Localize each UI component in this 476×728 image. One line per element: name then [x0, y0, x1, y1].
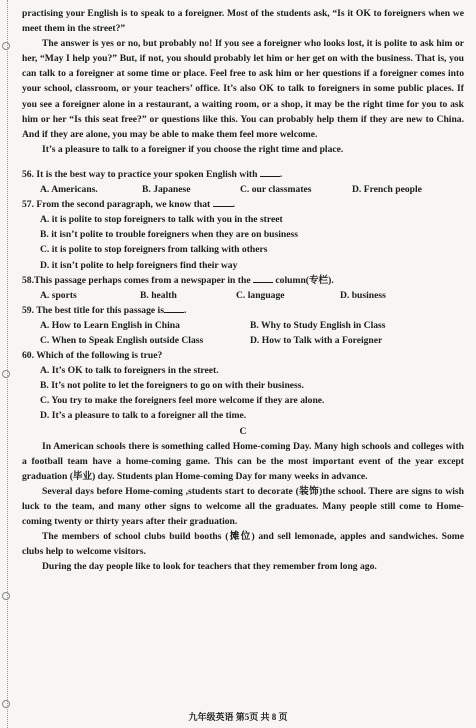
question-60-stem: 60. Which of the following is true? — [22, 350, 163, 362]
option-c: C. When to Speak English outside Class — [40, 334, 204, 346]
option-b: B. It’s not polite to let the foreigners to go on with their business. — [40, 380, 304, 392]
passage-c-paragraph-2: Several days before Home-coming ,students start to decorate (装饰)the school. There are signs to wish luck to the team, and many other signs to welcome all the graduates. Many people still come to Home-coming twenty or thirty years after their graduation. — [22, 485, 464, 528]
option-c: C. language — [236, 289, 285, 301]
option-d: D. It’s a pleasure to talk to a foreigner all the time. — [40, 410, 247, 422]
option-c: C. it is polite to stop foreigners from talking with others — [40, 244, 268, 256]
option-c: C. our classmates — [240, 184, 312, 196]
option-a: A. sports — [40, 289, 77, 301]
answer-blank — [260, 167, 280, 177]
answer-blank — [213, 197, 233, 207]
option-d: D. it isn’t polite to help foreigners find their way — [40, 259, 238, 271]
binding-margin-line — [7, 0, 8, 728]
question-56-options — [40, 182, 464, 197]
section-c-title: C — [239, 425, 247, 437]
question-57-stem: 57. From the second paragraph, we know that . — [22, 199, 236, 211]
option-c: C. You try to make the foreigners feel more welcome if they are alone. — [40, 395, 325, 407]
binding-hole-icon — [2, 700, 10, 708]
passage-b-paragraph-2: The answer is yes or no, but probably no! If you see a foreigner who looks lost, it is polite to ask him or her, “May I help you?” But, if not, you should probably let him or her get on with the business. That is, you can talk to a foreigner at some time or place. Feel free to ask him or her questions if a foreigner comes into your school, classroom, or your teachers’ office. It’s also OK to talk to foreigners in some public places. If you see a foreigner alone in a restaurant, a waiting room, or a shop, it may be the right time for you to ask him or her “Is this seat free?” or questions like this. You can probably help them if they are new to China. And if they are alone, you may be able to make them feel more welcome. — [22, 38, 464, 140]
answer-blank — [164, 303, 184, 313]
question-59-options-row-2 — [40, 333, 464, 348]
option-d: D. French people — [352, 184, 422, 196]
page-footer: 九年级英语 第5页 共 8 页 — [188, 712, 288, 722]
option-d: D. How to Talk with a Foreigner — [250, 334, 383, 346]
option-b: B. Why to Study English in Class — [250, 319, 386, 331]
question-58-stem: 58.This passage perhaps comes from a newspaper in the column(专栏). — [22, 274, 334, 286]
question-58-options — [40, 288, 464, 303]
passage-c-paragraph-1: In American schools there is something called Home-coming Day. Many high schools and colleges with a football team have a home-coming game. This can be the most important event of the year except graduation (毕业) day. Students plan Home-coming Day for many weeks in advance. — [22, 440, 464, 482]
option-a: A. How to Learn English in China — [40, 319, 180, 331]
question-59-options-row-1 — [40, 318, 464, 333]
question-56-stem: 56. It is the best way to practice your spoken English with . — [22, 168, 283, 180]
passage-c-paragraph-4: During the day people like to look for teachers that they remember from long ago. — [42, 561, 377, 573]
option-a: A. it is polite to stop foreigners to talk with you in the street — [40, 214, 283, 226]
binding-hole-icon — [2, 592, 10, 600]
passage-b-paragraph-3: It’s a pleasure to talk to a foreigner if you choose the right time and place. — [42, 143, 344, 155]
binding-hole-icon — [2, 42, 10, 50]
passage-c-paragraph-3: The members of school clubs build booths (摊位) and sell lemonade, apples and sandwiches. Some clubs help to welcome visitors. — [22, 531, 464, 558]
question-59-stem: 59. The best title for this passage is . — [22, 304, 187, 316]
exam-text-column — [22, 6, 464, 574]
option-a: A. Americans. — [40, 184, 98, 196]
binding-hole-icon — [2, 370, 10, 378]
option-b: B. it isn’t polite to trouble foreigners when they are on business — [40, 229, 298, 241]
option-a: A. It’s OK to talk to foreigners in the street. — [40, 365, 219, 377]
passage-b-paragraph-1-tail: practising your English is to speak to a foreigner. Most of the students ask, “Is it OK to foreigners when we meet them in the street?” — [22, 8, 464, 35]
option-b: B. Japanese — [142, 184, 191, 196]
option-b: B. health — [140, 289, 177, 301]
answer-blank — [253, 273, 273, 283]
option-d: D. business — [340, 289, 386, 301]
